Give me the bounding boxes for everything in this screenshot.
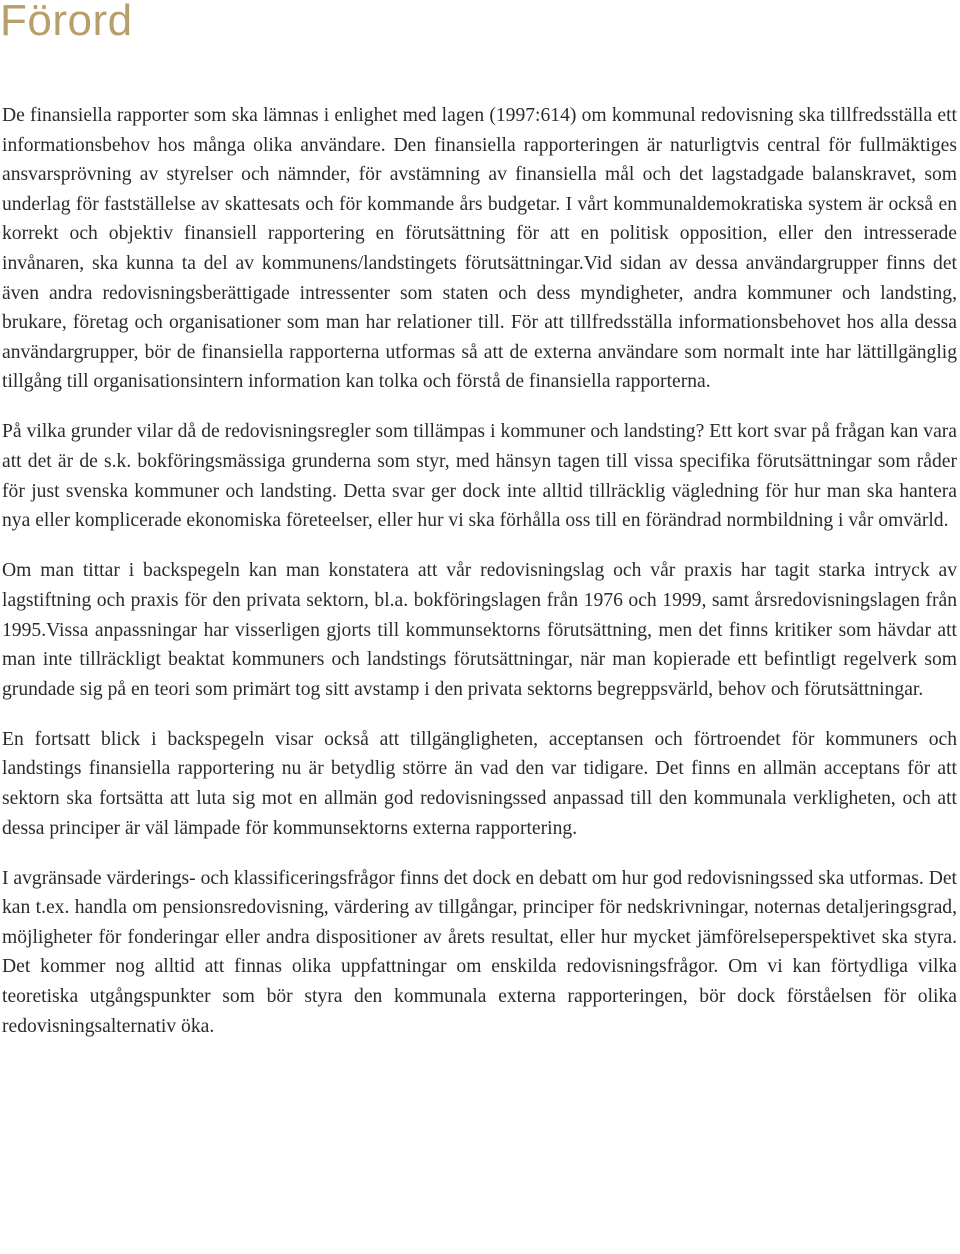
paragraph-5: I avgränsade värderings- och klassificeringsfrågor finns det dock en debatt om hur god redovisningssed ska utformas. Det kan t.ex. handla om pensionsredovisning, värdering av tillgångar, principer för nedskrivningar, noternas detaljeringsgrad, möjligheter för fonderingar eller andra dispositioner av årets resultat, eller hur mycket jämförelseperspektivet ska styra. Det kommer nog alltid att finnas olika uppfattningar om enskilda redovisningsfrågor. Om vi kan förtydliga vilka teoretiska utgångspunkter som bör styra den kommunala externa rapporteringen, bör dock förståelsen för olika redovisningsalternativ öka. xyxy=(2,867,957,1037)
paragraph-1: De finansiella rapporter som ska lämnas i enlighet med lagen (1997:614) om kommunal redovisning ska tillfredsställa ett informationsbehov hos många olika användare. Den finansiella rapporteringen är naturligtvis central för fullmäktiges ansvarsprövning av styrelser och nämnder, för avstämning av finansiella mål och det lagstadgade balanskravet, som underlag för fastställelse av skattesats och för kommande års budgetar. I vårt kommunaldemokratiska system är också en korrekt och objektiv finansiell rapportering en förutsättning för att en politisk opposition, eller den intresserade invånaren, ska kunna ta del av kommunens/landstingets förutsättningar.Vid sidan av dessa användargrupper finns det även andra redovisningsberättigade intressenter som staten och dess myndigheter, andra kommuner och landsting, brukare, företag och organisationer som man har relationer till. För att tillfredsställa informationsbehovet hos alla dessa användargrupper, bör de finansiella rapporterna utformas så att de externa användare som normalt inte har lättillgänglig tillgång till organisationsintern information kan tolka och förstå de finansiella rapporterna. xyxy=(2,105,957,393)
paragraph-2: På vilka grunder vilar då de redovisningsregler som tillämpas i kommuner och landsting? Ett kort svar på frågan kan vara att det är de s.k. bokföringsmässiga grunderna som styr, med hänsyn tagen till vissa specifika förutsättningar som råder för just svenska kommuner och landsting. Detta svar ger dock inte alltid tillräcklig vägledning för hur man ska hantera nya eller komplicerade ekonomiska företeelser, eller hur vi ska förhålla oss till en förändrad normbildning i vår omvärld. xyxy=(2,421,957,532)
paragraph-4: En fortsatt blick i backspegeln visar också att tillgängligheten, acceptansen och förtroendet för kommuners och landstings finansiella rapportering nu är betydlig större än vad den var tidigare. Det finns en allmän acceptans för att sektorn ska fortsätta att luta sig mot en allmän god redovisningssed anpassad till den kommunala verkligheten, och att dessa principer är väl lämpade för kommunsektorns externa rapportering. xyxy=(2,728,957,839)
paragraph-3: Om man tittar i backspegeln kan man konstatera att vår redovisningslag och vår praxis har tagit starka intryck av lagstiftning och praxis för den privata sektorn, bl.a. bokföringslagen från 1976 och 1999, samt årsredovisningslagen från 1995.Vissa anpassningar har visserligen gjorts till kommunsektorns förutsättning, men det finns kritiker som hävdar att man inte tillräckligt beaktat kommuners och landstings förutsättningar, när man kopierade ett befintligt regelverk som grundade sig på en teori som primärt tog sitt avstamp i den privata sektorns begreppsvärld, behov och förutsättningar. xyxy=(2,560,957,700)
page-title: Förord xyxy=(0,0,133,45)
body-text xyxy=(2,101,957,1062)
